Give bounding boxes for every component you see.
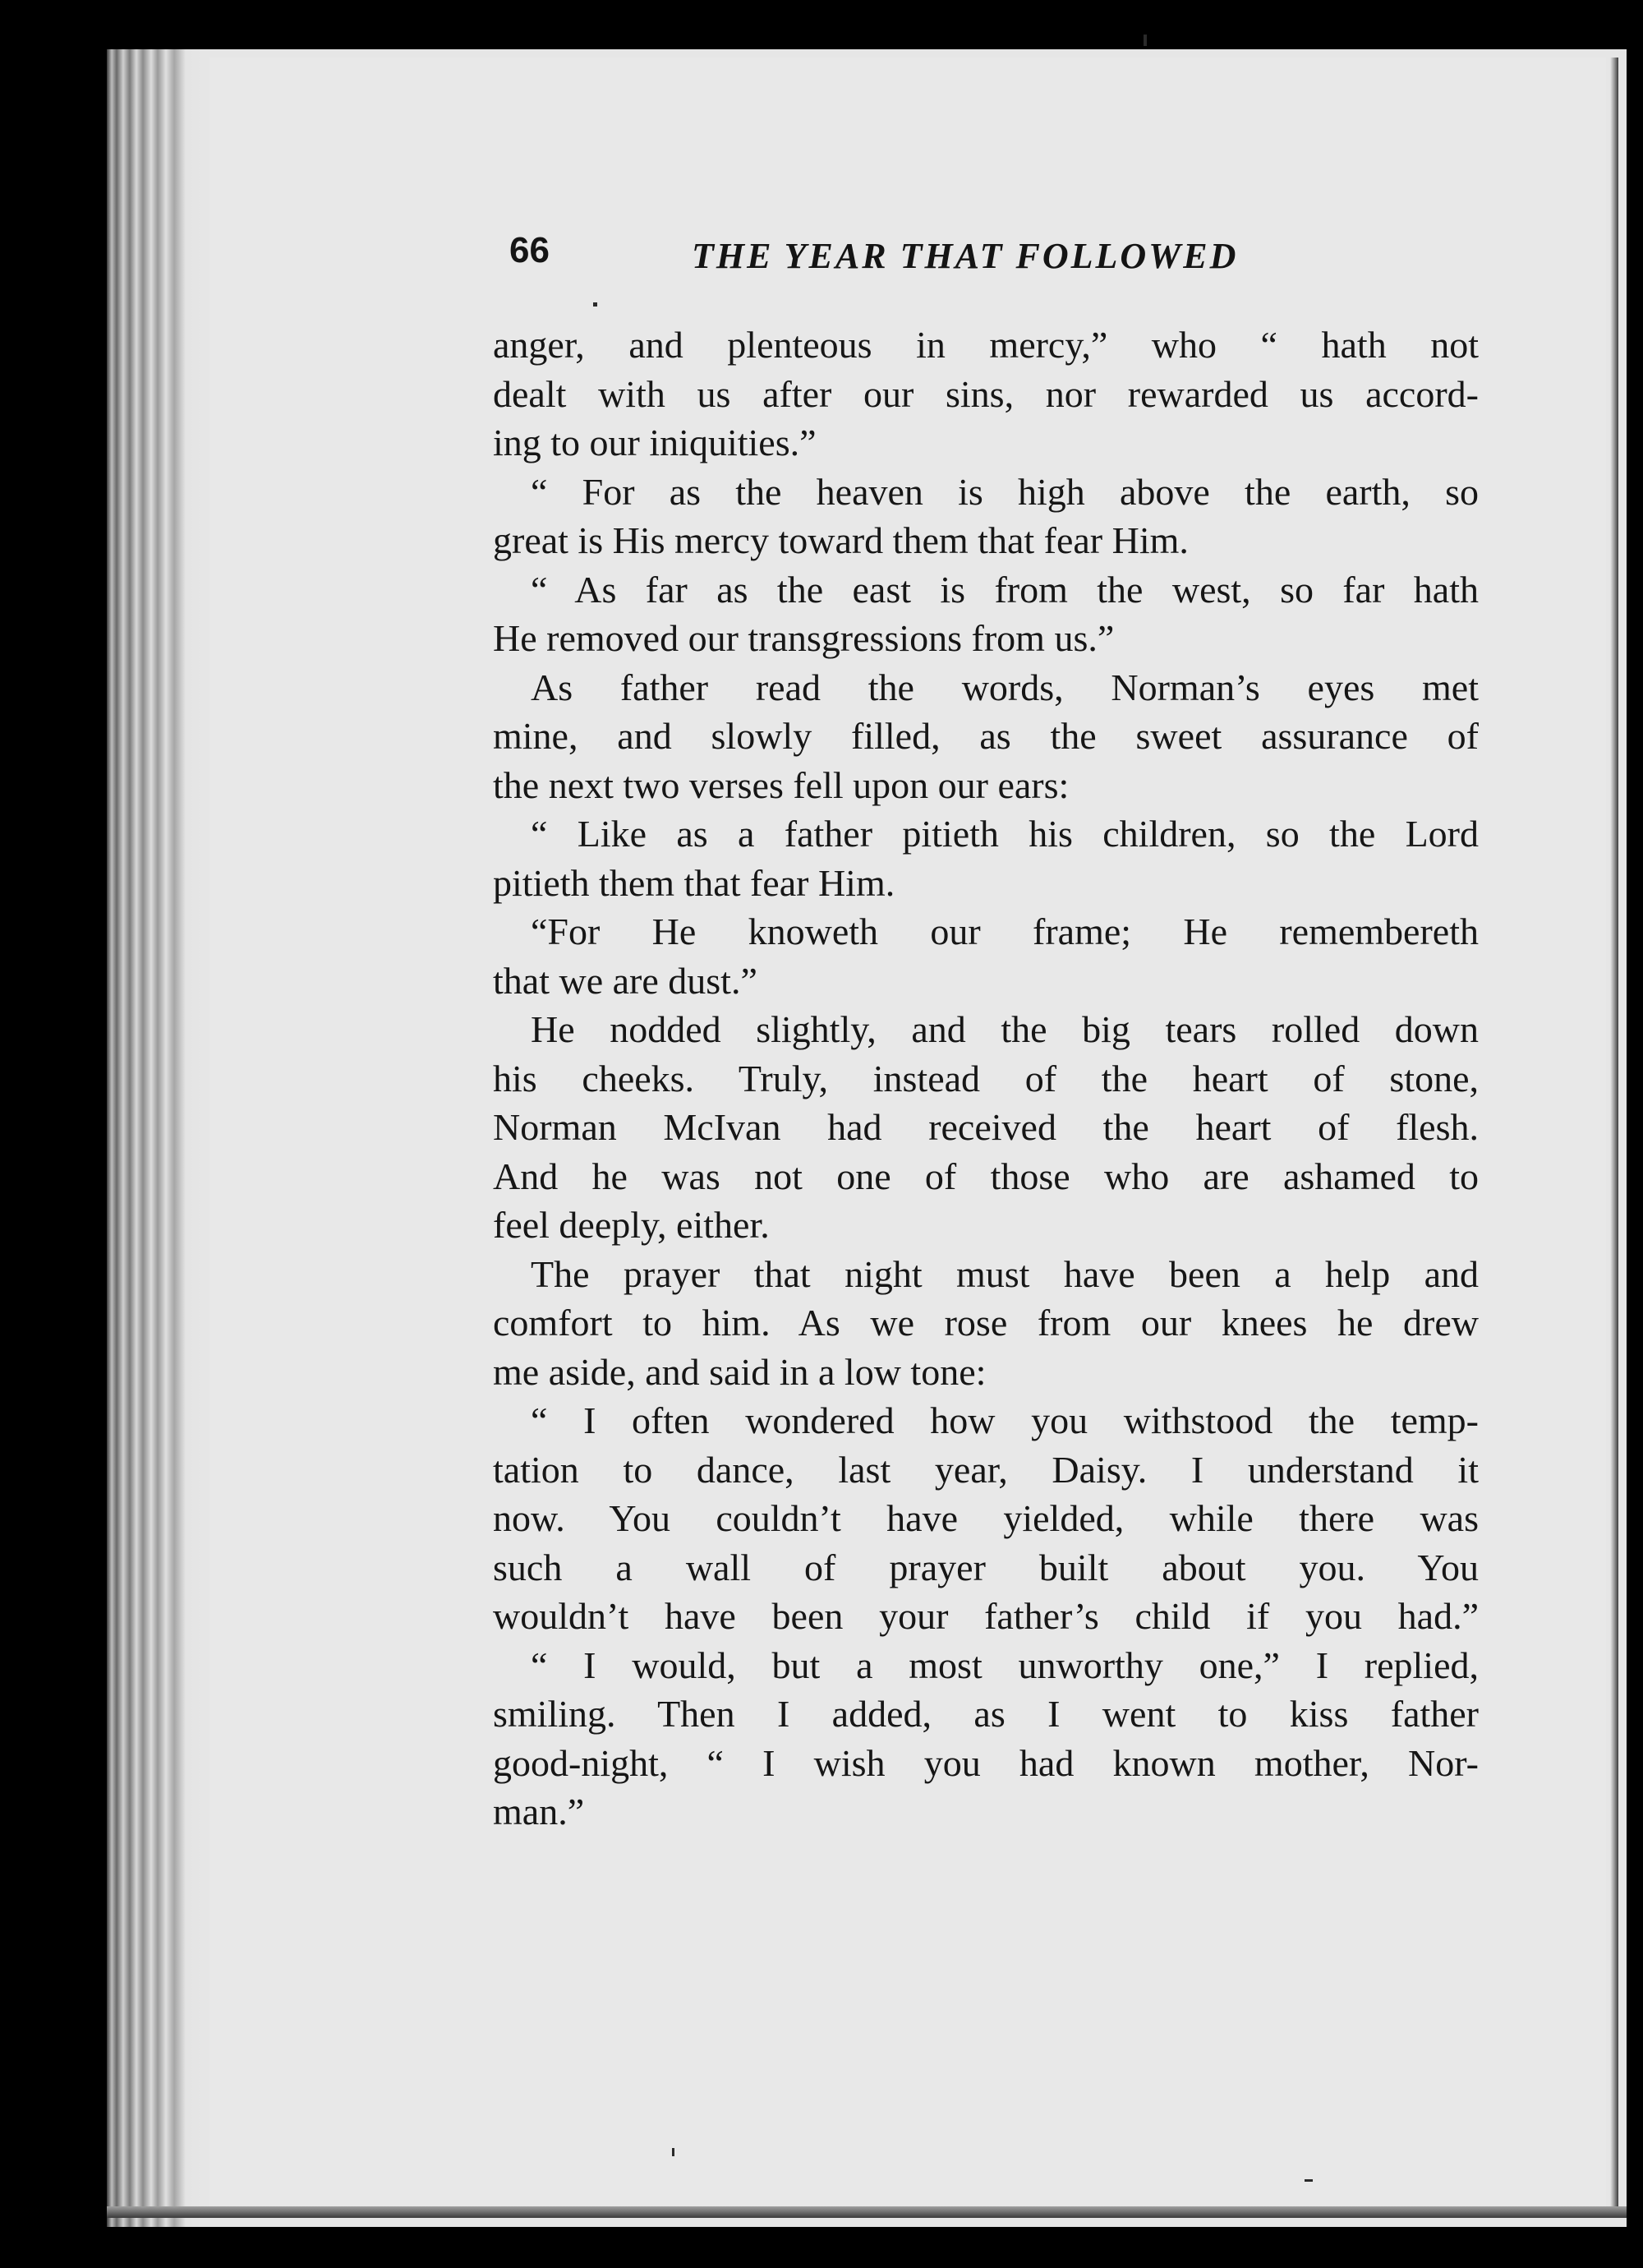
- text-line: now. You couldn’t have yielded, while there was: [493, 1497, 1479, 1539]
- page-number: 66: [509, 230, 550, 270]
- text-line: And he was not one of those who are ashamed to: [493, 1155, 1479, 1197]
- text-line: He removed our transgressions from us.”: [493, 617, 1115, 659]
- text-line: “ I often wondered how you withstood the temp-: [531, 1399, 1479, 1441]
- text-line: comfort to him. As we rose from our knees he drew: [493, 1302, 1479, 1344]
- ink-speck: [593, 302, 597, 307]
- text-line: As father read the words, Norman’s eyes met: [531, 666, 1479, 708]
- text-line: Norman McIvan had received the heart of flesh.: [493, 1106, 1479, 1148]
- page-edge-bottom: [107, 2206, 1627, 2218]
- text-line: the next two verses fell upon our ears:: [493, 763, 1070, 806]
- page-edge-right: [1610, 58, 1618, 2206]
- text-line: mine, and slowly filled, as the sweet assurance of: [493, 715, 1479, 757]
- body-text: [493, 320, 1479, 1837]
- ink-speck: [1144, 35, 1147, 46]
- text-line: “ As far as the east is from the west, so far hath: [531, 568, 1479, 611]
- text-line: man.”: [493, 1791, 585, 1832]
- text-line: “ I would, but a most unworthy one,” I replied,: [531, 1643, 1479, 1686]
- text-line: “ For as the heaven is high above the earth, so: [531, 470, 1479, 513]
- text-line: tation to dance, last year, Daisy. I understand it: [493, 1448, 1479, 1491]
- text-line: He nodded slightly, and the big tears rolled down: [531, 1008, 1479, 1050]
- ink-speck: [672, 2148, 674, 2156]
- text-line: “For He knoweth our frame; He remembereth: [531, 910, 1479, 952]
- text-line: me aside, and said in a low tone:: [493, 1350, 987, 1393]
- text-line: his cheeks. Truly, instead of the heart of stone,: [493, 1057, 1479, 1099]
- text-line: smiling. Then I added, as I went to kiss father: [493, 1693, 1479, 1735]
- text-line: anger, and plenteous in mercy,” who “ hath not: [493, 324, 1479, 366]
- page-header: [509, 230, 1470, 296]
- text-line: such a wall of prayer built about you. You: [493, 1546, 1479, 1588]
- text-line: pitieth them that fear Him.: [493, 861, 895, 904]
- text-line: wouldn’t have been your father’s child if you had.”: [493, 1595, 1479, 1637]
- text-line: ing to our iniquities.”: [493, 422, 817, 463]
- text-line: that we are dust.”: [493, 959, 757, 1002]
- text-line: “ Like as a father pitieth his children, so the Lord: [531, 813, 1479, 855]
- text-line: dealt with us after our sins, nor rewarded us accord-: [493, 372, 1479, 415]
- text-line: feel deeply, either.: [493, 1204, 770, 1246]
- text-line: great is His mercy toward them that fear Him.: [493, 519, 1189, 561]
- text-line: good-night, “ I wish you had known mother, Nor-: [493, 1741, 1479, 1784]
- running-head: THE YEAR THAT FOLLOWED: [692, 236, 1239, 276]
- text-line: The prayer that night must have been a help and: [531, 1252, 1479, 1295]
- ink-speck: [1305, 2179, 1313, 2182]
